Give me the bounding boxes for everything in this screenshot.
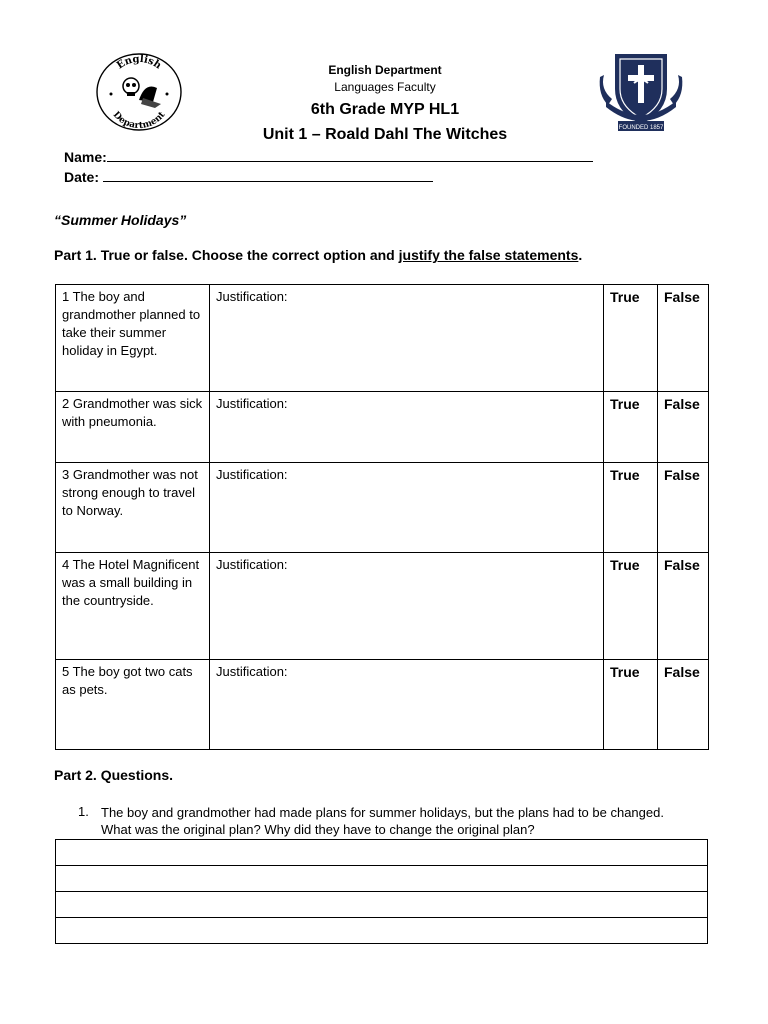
date-field[interactable] [64, 168, 433, 185]
table-row [56, 392, 709, 463]
name-label: Name: [64, 149, 107, 165]
section-subtitle: “Summer Holidays” [54, 212, 187, 228]
name-field[interactable] [64, 148, 593, 165]
true-option[interactable]: True [604, 553, 658, 660]
school-crest-logo [598, 49, 684, 133]
grade-heading: 6th Grade MYP HL1 [310, 101, 460, 118]
true-option[interactable]: True [604, 660, 658, 750]
true-option[interactable]: True [604, 463, 658, 553]
table-row [56, 660, 709, 750]
true-option[interactable]: True [604, 392, 658, 463]
table-row [56, 553, 709, 660]
answer-line[interactable] [56, 840, 708, 866]
table-row [56, 285, 709, 392]
false-option[interactable]: False [658, 553, 709, 660]
statement-cell: 2 Grandmother was sick with pneumonia. [56, 392, 210, 463]
statement-cell: 1 The boy and grandmother planned to take their summer holiday in Egypt. [56, 285, 210, 392]
crest-founded-text: FOUNDED 1857 [618, 125, 664, 131]
false-option[interactable]: False [658, 660, 709, 750]
justification-cell[interactable]: Justification: [210, 660, 604, 750]
true-option[interactable]: True [604, 285, 658, 392]
false-option[interactable]: False [658, 392, 709, 463]
justification-cell[interactable]: Justification: [210, 553, 604, 660]
statement-cell: 3 Grandmother was not strong enough to travel to Norway. [56, 463, 210, 553]
answer-line[interactable] [56, 866, 708, 892]
justification-cell[interactable]: Justification: [210, 392, 604, 463]
unit-heading: Unit 1 – Roald Dahl The Witches [262, 126, 508, 143]
answer-line[interactable] [56, 892, 708, 918]
answer-lines [55, 839, 708, 944]
justification-cell[interactable]: Justification: [210, 463, 604, 553]
false-option[interactable]: False [658, 463, 709, 553]
part1-heading [54, 247, 582, 263]
department-title: English Department [328, 63, 442, 77]
question-text: The boy and grandmother had made plans for summer holidays, but the plans had to be changed. What was the original plan? Why did they have to change the original plan? [101, 805, 664, 837]
part1-heading-underlined: justify the false statements [398, 247, 579, 263]
faculty-subtitle: Languages Faculty [334, 80, 436, 94]
name-blank-line[interactable] [107, 148, 593, 162]
table-row [56, 463, 709, 553]
false-option[interactable]: False [658, 285, 709, 392]
logo-text-top: English [114, 53, 164, 72]
statement-cell: 4 The Hotel Magnificent was a small building in the countryside. [56, 553, 210, 660]
part1-heading-text: Part 1. True or false. Choose the correct option and [54, 247, 399, 263]
statement-cell: 5 The boy got two cats as pets. [56, 660, 210, 750]
justification-cell[interactable]: Justification: [210, 285, 604, 392]
part1-heading-end: . [578, 247, 583, 263]
answer-line[interactable] [56, 918, 708, 944]
date-label: Date: [64, 169, 100, 185]
question-number: 1. [78, 804, 89, 819]
part2-heading: Part 2. Questions. [54, 767, 174, 783]
date-blank-line[interactable] [103, 168, 433, 182]
logo-text-bottom: Department [110, 110, 168, 132]
true-false-table [55, 284, 709, 750]
english-department-logo [95, 52, 183, 132]
